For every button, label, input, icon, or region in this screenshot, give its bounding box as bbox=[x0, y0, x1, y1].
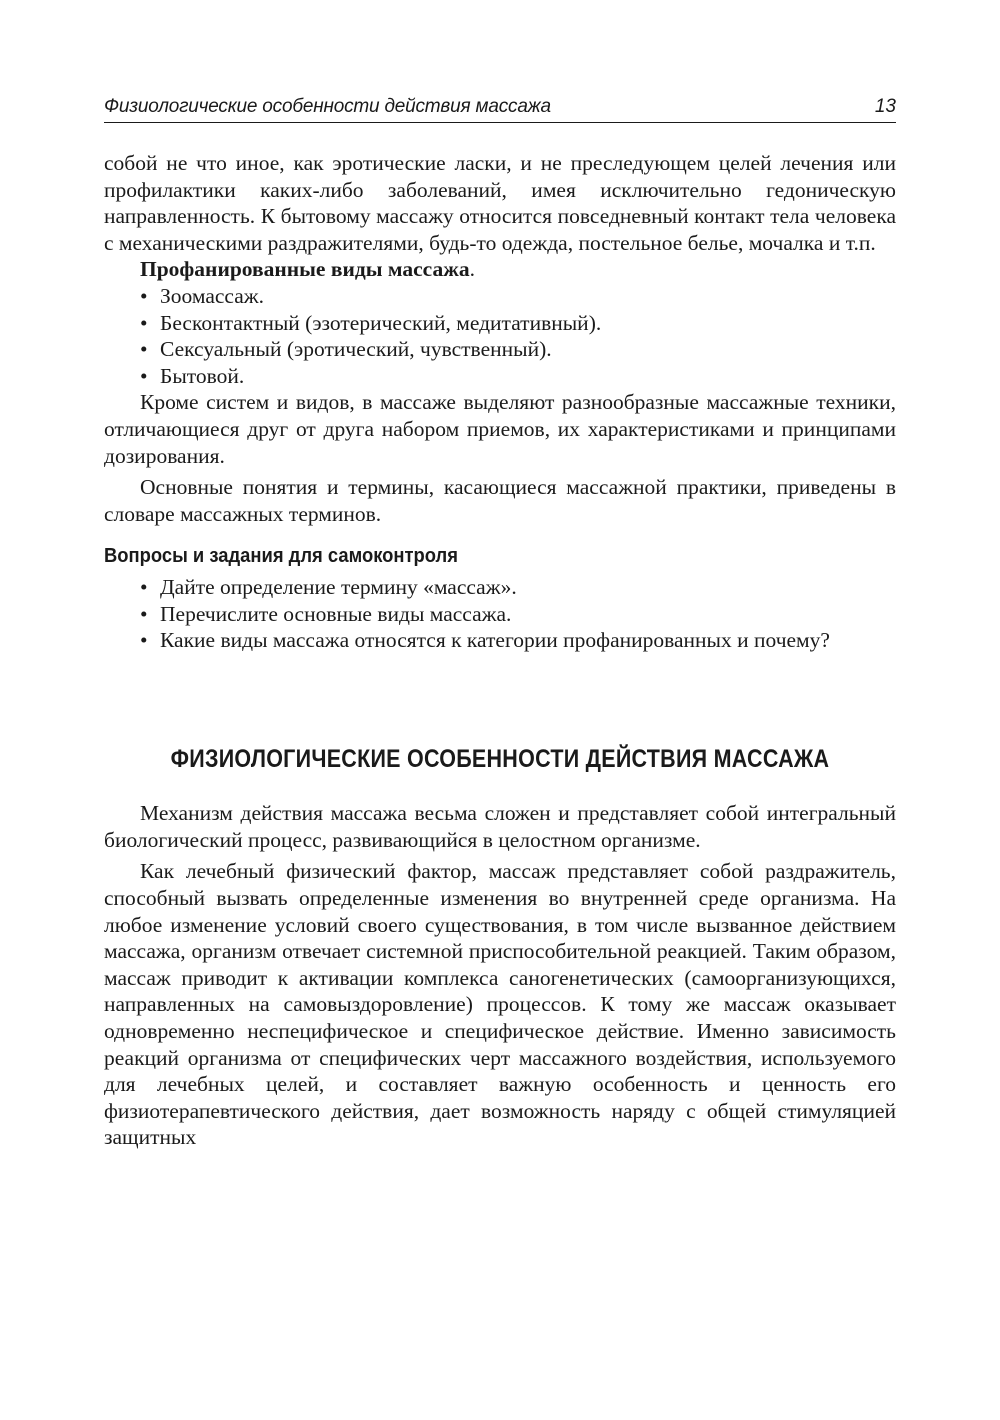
book-page bbox=[104, 0, 896, 1420]
list-item: • Бытовой. bbox=[104, 363, 896, 390]
body-text bbox=[104, 150, 896, 1151]
questions-list bbox=[104, 574, 896, 654]
list-item: • Какие виды массажа относятся к категории профанированных и почему? bbox=[104, 627, 896, 654]
profane-types-heading-text: Профанированные виды массажа bbox=[140, 257, 470, 282]
chapter-title: ФИЗИОЛОГИЧЕСКИЕ ОСОБЕННОСТИ ДЕЙСТВИЯ МАССАЖА bbox=[170, 744, 830, 773]
running-title: Физиологические особенности действия массажа bbox=[104, 96, 551, 117]
chapter-paragraph-2: Как лечебный физический фактор, массаж представляет собой раздражитель, способный вызвать определенные изменения во внутренней среде организма. На любое изменение условий своего существования, в том числе вызванное действием массажа, организм отвечает системной приспособительной реакцией. Таким образом, массаж приводит к активации комплекса саногенетических (самоорганизующихся, направленных на самовыздоровление) процессов. К тому же массаж оказывает одновременно неспецифическое и специфическое действие. Именно зависимость реакций организма от специфических черт массажного воздействия, используемого для лечебных целей, и составляет важную особенность и ценность его физиотерапевтического действия, дает возможность наряду с общей стимуляцией защитных bbox=[104, 859, 896, 1150]
running-header bbox=[104, 92, 896, 123]
page-number: 13 bbox=[874, 96, 896, 117]
list-item: • Дайте определение термину «массаж». bbox=[104, 574, 896, 601]
paragraph-terms: Основные понятия и термины, касающиеся массажной практики, приведены в словаре массажных терминов. bbox=[104, 475, 896, 526]
paragraph-continued: собой не что иное, как эротические ласки, и не преследующем целей лечения или профилактики каких-либо заболеваний, имея исключительно гедоническую направленность. К бытовому массажу относится повседневный контакт тела человека с механическими раздражителями, будь-то одежда, постельное белье, мочалка и т.п. bbox=[104, 151, 896, 255]
profane-types-heading-period: . bbox=[469, 257, 475, 282]
list-item: • Зоомассаж. bbox=[104, 283, 896, 310]
chapter-paragraph-1: Механизм действия массажа весьма сложен и представляет собой интегральный биологический процесс, развивающийся в целостном организме. bbox=[104, 801, 896, 852]
list-item: • Перечислите основные виды массажа. bbox=[104, 601, 896, 628]
profane-types-heading bbox=[104, 256, 896, 283]
profane-types-list bbox=[104, 283, 896, 389]
paragraph-techniques: Кроме систем и видов, в массаже выделяют разнообразные массажные техники, отличающиеся друг от друга набором приемов, их характеристиками и принципами дозирования. bbox=[104, 390, 896, 468]
list-item: • Бесконтактный (эзотерический, медитативный). bbox=[104, 310, 896, 337]
questions-title: Вопросы и задания для самоконтроля bbox=[104, 545, 458, 568]
list-item: • Сексуальный (эротический, чувственный). bbox=[104, 336, 896, 363]
